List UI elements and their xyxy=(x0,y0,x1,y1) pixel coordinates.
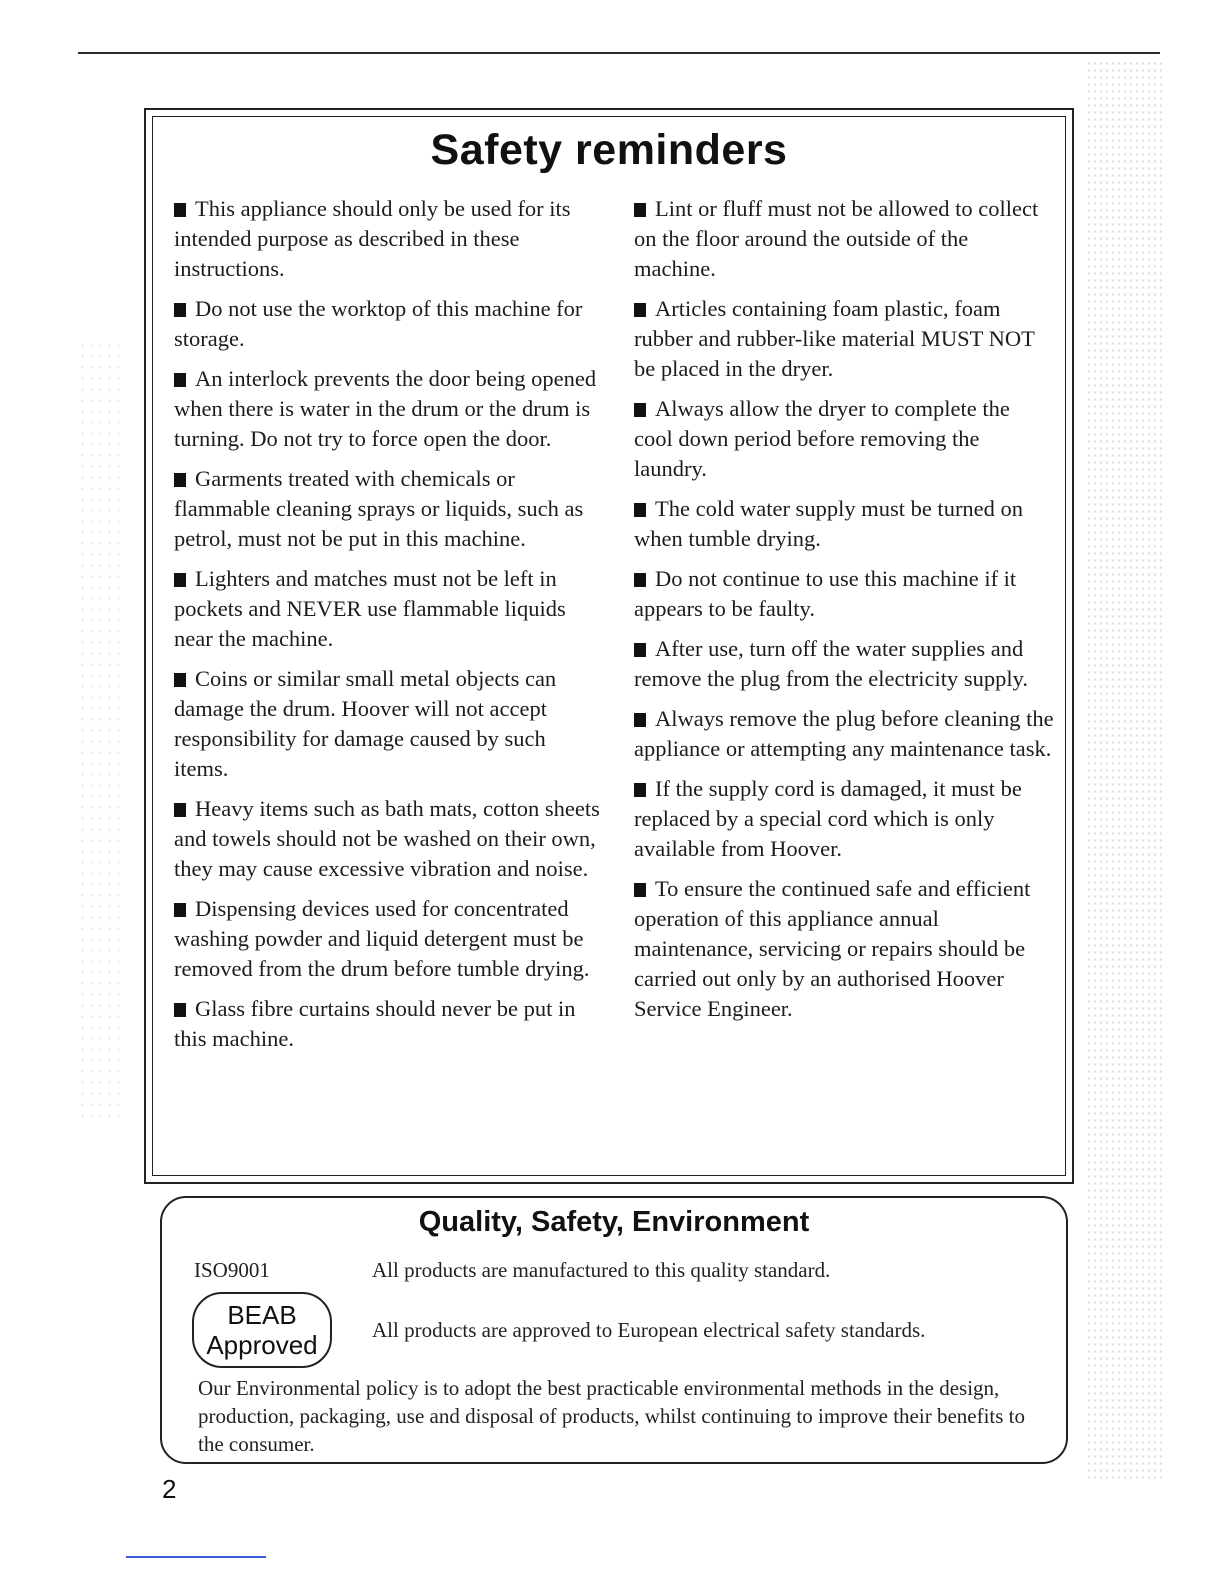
safety-item xyxy=(634,564,1054,624)
beab-text: All products are approved to European electrical safety standards. xyxy=(372,1318,926,1342)
square-bullet-icon xyxy=(174,373,186,387)
safety-item-text: Coins or similar small metal objects can damage the drum. Hoover will not accept responsibility for damage caused by such items. xyxy=(174,666,557,781)
square-bullet-icon xyxy=(174,303,186,317)
square-bullet-icon xyxy=(634,883,646,897)
safety-right-column xyxy=(634,194,1054,1034)
square-bullet-icon xyxy=(174,673,186,687)
safety-item xyxy=(174,664,604,784)
beab-approved-badge xyxy=(192,1292,332,1368)
safety-item-text: Glass fibre curtains should never be put in this machine. xyxy=(174,996,576,1051)
safety-item-text: This appliance should only be used for its intended purpose as described in these instructions. xyxy=(174,196,571,281)
square-bullet-icon xyxy=(634,503,646,517)
square-bullet-icon xyxy=(634,303,646,317)
square-bullet-icon xyxy=(174,903,186,917)
safety-item-text: To ensure the continued safe and efficient operation of this appliance annual maintenance, servicing or repairs should be carried out only by an authorised Hoover Service Engineer. xyxy=(634,876,1031,1021)
square-bullet-icon xyxy=(174,203,186,217)
iso-label: ISO9001 xyxy=(194,1258,270,1282)
square-bullet-icon xyxy=(634,403,646,417)
safety-item xyxy=(174,194,604,284)
safety-item-text: Dispensing devices used for concentrated washing powder and liquid detergent must be removed from the drum before tumble drying. xyxy=(174,896,590,981)
square-bullet-icon xyxy=(634,713,646,727)
safety-item-text: Heavy items such as bath mats, cotton sheets and towels should not be washed on their own, they may cause excessive vibration and noise. xyxy=(174,796,600,881)
safety-item-text: After use, turn off the water supplies and remove the plug from the electricity supply. xyxy=(634,636,1029,691)
safety-item xyxy=(174,894,604,984)
square-bullet-icon xyxy=(634,203,646,217)
top-rule xyxy=(78,52,1160,54)
safety-item-text: Always allow the dryer to complete the cool down period before removing the laundry. xyxy=(634,396,1010,481)
scan-speckle-left xyxy=(78,340,124,1120)
square-bullet-icon xyxy=(174,473,186,487)
page-number: 2 xyxy=(162,1474,177,1504)
safety-item xyxy=(634,774,1054,864)
bottom-link-underline xyxy=(126,1556,266,1558)
square-bullet-icon xyxy=(634,643,646,657)
safety-item xyxy=(634,704,1054,764)
safety-item xyxy=(634,294,1054,384)
safety-item-text: The cold water supply must be turned on when tumble drying. xyxy=(634,496,1024,551)
safety-item xyxy=(634,194,1054,284)
safety-item xyxy=(174,994,604,1054)
square-bullet-icon xyxy=(634,573,646,587)
safety-left-column xyxy=(174,194,604,1064)
safety-item xyxy=(634,874,1054,1024)
environment-policy-text: Our Environmental policy is to adopt the best practicable environmental methods in the design, production, packaging, use and disposal of products, whilst continuing to improve their benefits to the consumer. xyxy=(198,1376,1026,1456)
safety-item-text: Always remove the plug before cleaning the appliance or attempting any maintenance task. xyxy=(634,706,1054,761)
safety-item-text: Do not continue to use this machine if it appears to be faulty. xyxy=(634,566,1017,621)
safety-item xyxy=(174,794,604,884)
square-bullet-icon xyxy=(174,573,186,587)
beab-line-2: Approved xyxy=(206,1330,318,1360)
safety-item xyxy=(174,364,604,454)
safety-item-text: Garments treated with chemicals or flammable cleaning sprays or liquids, such as petrol, must not be put in this machine. xyxy=(174,466,584,551)
safety-item xyxy=(174,294,604,354)
safety-item xyxy=(634,394,1054,484)
safety-item-text: If the supply cord is damaged, it must be replaced by a special cord which is only available from Hoover. xyxy=(634,776,1022,861)
scan-speckle-right xyxy=(1086,60,1166,1480)
safety-title: Safety reminders xyxy=(430,126,788,174)
safety-item xyxy=(174,564,604,654)
safety-item xyxy=(634,634,1054,694)
quality-title: Quality, Safety, Environment xyxy=(418,1206,810,1238)
safety-reminders-box xyxy=(144,108,1074,1184)
beab-line-1: BEAB xyxy=(227,1300,297,1330)
square-bullet-icon xyxy=(174,803,186,817)
square-bullet-icon xyxy=(174,1003,186,1017)
safety-item-text: Do not use the worktop of this machine for storage. xyxy=(174,296,583,351)
safety-item-text: Lighters and matches must not be left in pockets and NEVER use flammable liquids near the machine. xyxy=(174,566,566,651)
quality-safety-environment-box xyxy=(160,1196,1068,1464)
safety-item-text: An interlock prevents the door being opened when there is water in the drum or the drum is turning. Do not try to force open the door. xyxy=(174,366,597,451)
square-bullet-icon xyxy=(634,783,646,797)
safety-item-text: Lint or fluff must not be allowed to collect on the floor around the outside of the machine. xyxy=(634,196,1039,281)
safety-item xyxy=(174,464,604,554)
safety-item xyxy=(634,494,1054,554)
iso-text: All products are manufactured to this quality standard. xyxy=(372,1258,831,1282)
safety-item-text: Articles containing foam plastic, foam rubber and rubber-like material MUST NOT be placed in the dryer. xyxy=(634,296,1035,381)
